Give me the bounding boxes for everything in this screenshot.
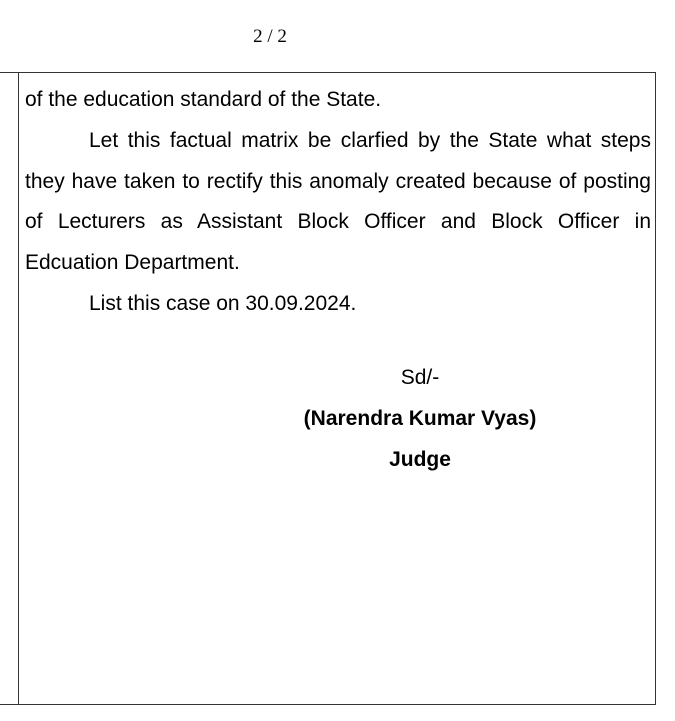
page-number: 2 / 2	[253, 26, 287, 47]
order-text	[25, 80, 651, 325]
paragraph-listing: List this case on 30.09.2024.	[89, 291, 357, 315]
paragraph-directions: Let this factual matrix be clarfied by the State what steps they have taken to rectify this anomaly created because of posting of Lecturers as Assistant Block Officer and Block Officer in Edcuation Department.	[25, 128, 651, 275]
paragraph-continuation: of the education standard of the State.	[25, 88, 382, 111]
margin-divider-bottom	[0, 704, 18, 705]
signature-sd: Sd/-	[400, 366, 440, 389]
judge-title: Judge	[389, 448, 451, 471]
margin-divider-top	[0, 72, 18, 73]
judge-name: (Narendra Kumar Vyas)	[303, 407, 537, 430]
